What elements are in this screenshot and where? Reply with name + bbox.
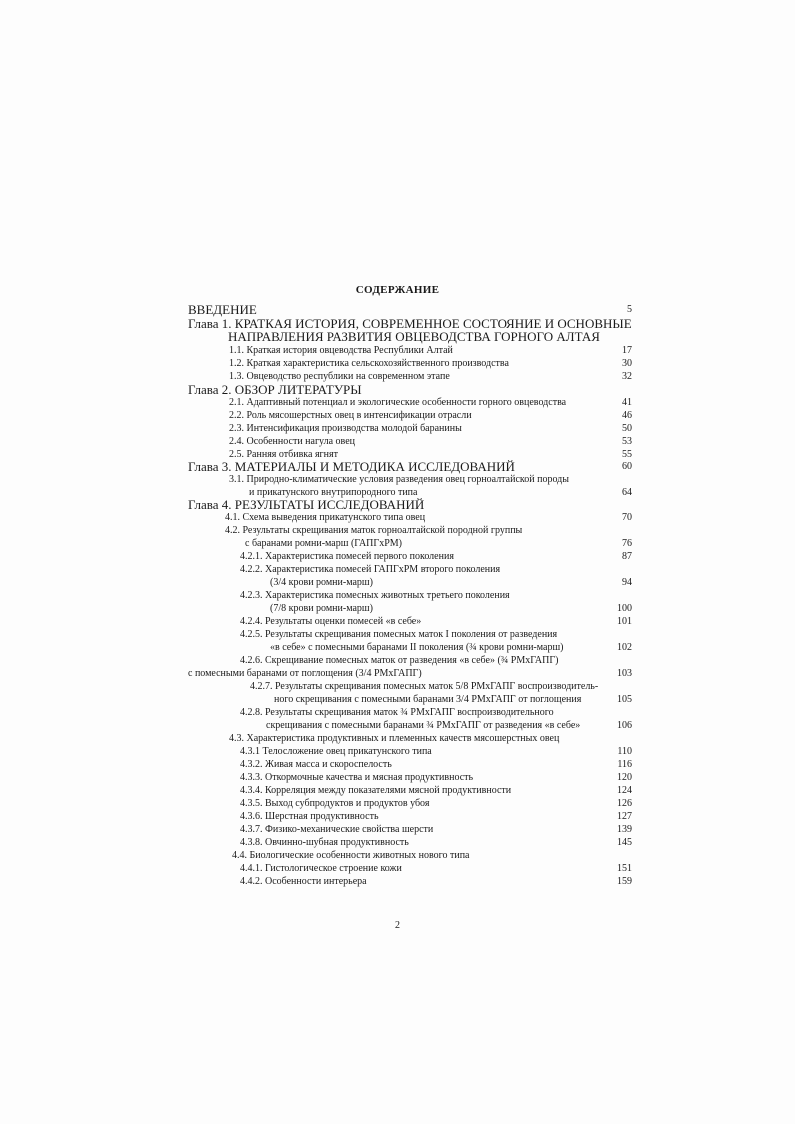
toc-page: 116 xyxy=(617,759,632,770)
toc-entry-chapter-2: Глава 2. ОБЗОР ЛИТЕРАТУРЫ xyxy=(188,382,362,397)
toc-page: 70 xyxy=(622,512,632,523)
toc-page: 64 xyxy=(622,487,632,498)
toc-entry-chapter-1-cont: НАПРАВЛЕНИЯ РАЗВИТИЯ ОВЦЕВОДСТВА ГОРНОГО АЛТАЯ xyxy=(228,329,600,344)
toc-entry: 2.4. Особенности нагула овец xyxy=(229,436,356,447)
toc-entry-chapter-1: Глава 1. КРАТКАЯ ИСТОРИЯ, СОВРЕМЕННОЕ СОСТОЯНИЕ И ОСНОВНЫЕ xyxy=(188,316,632,331)
toc-entry-cont: скрещивания с помесными баранами ¾ РМхГАПГ от разведения «в себе» xyxy=(266,720,581,731)
toc-entry: 1.2. Краткая характеристика сельскохозяйственного производства xyxy=(229,358,509,369)
toc-entry: 4.3.3. Откормочные качества и мясная продуктивность xyxy=(240,772,474,783)
toc-page: 76 xyxy=(622,538,632,549)
toc-entry: 2.3. Интенсификация производства молодой баранины xyxy=(229,423,462,434)
toc-entry: 4.2.3. Характеристика помесных животных третьего поколения xyxy=(240,590,510,601)
toc-entry: 1.1. Краткая история овцеводства Республики Алтай xyxy=(229,345,453,356)
toc-page: 127 xyxy=(617,811,632,822)
toc-entry: 4.3. Характеристика продуктивных и племенных качеств мясошерстных овец xyxy=(229,733,560,744)
toc-page: 103 xyxy=(617,668,632,679)
toc-page: 50 xyxy=(622,423,632,434)
toc-entry: 2.1. Адаптивный потенциал и экологические особенности горного овцеводства xyxy=(229,397,567,408)
toc-entry: 4.2.5. Результаты скрещивания помесных маток I поколения от разведения xyxy=(240,629,558,640)
toc-page: 5 xyxy=(627,304,632,315)
page-title: СОДЕРЖАНИЕ xyxy=(355,284,440,296)
toc-page: 100 xyxy=(617,603,632,614)
toc-entry: 4.3.4. Корреляция между показателями мясной продуктивности xyxy=(240,785,512,796)
toc-entry-cont: (7/8 крови ромни-марш) xyxy=(270,603,373,614)
toc-entry-cont: «в себе» с помесными баранами II поколения (¾ крови ромни-марш) xyxy=(270,642,564,653)
toc-page: 53 xyxy=(622,436,632,447)
toc-entry: 4.2.2. Характеристика помесей ГАПГхРМ второго поколения xyxy=(240,564,501,575)
toc-page: 87 xyxy=(622,551,632,562)
toc-page: 151 xyxy=(617,863,632,874)
toc-page: 32 xyxy=(622,371,632,382)
toc-entry: 4.2.6. Скрещивание помесных маток от разведения «в себе» (¾ РМхГАПГ) xyxy=(240,655,559,666)
toc-entry: 2.5. Ранняя отбивка ягнят xyxy=(229,449,338,460)
toc-entry-chapter-4: Глава 4. РЕЗУЛЬТАТЫ ИССЛЕДОВАНИЙ xyxy=(188,497,425,512)
toc-entry: 1.3. Овцеводство республики на современном этапе xyxy=(229,371,450,382)
toc-entry: 4.2.1. Характеристика помесей первого поколения xyxy=(240,551,454,562)
toc-entry-introduction: ВВЕДЕНИЕ xyxy=(188,302,257,317)
toc-entry: 4.3.2. Живая масса и скороспелость xyxy=(240,759,392,770)
toc-page: 126 xyxy=(617,798,632,809)
toc-entry: 4.4.1. Гистологическое строение кожи xyxy=(240,863,402,874)
toc-page: 124 xyxy=(617,785,632,796)
toc-page: 105 xyxy=(617,694,632,705)
toc-entry: 4.3.1 Телосложение овец прикатунского типа xyxy=(240,746,432,757)
toc-page: 60 xyxy=(622,461,632,472)
toc-entry: 4.3.5. Выход субпродуктов и продуктов убоя xyxy=(240,798,430,809)
toc-entry-cont: с баранами ромни-марш (ГАПГхРМ) xyxy=(245,538,402,549)
toc-entry-cont: с помесными баранами от поглощения (3/4 РМхГАПГ) xyxy=(188,668,422,679)
toc-entry: 4.3.6. Шерстная продуктивность xyxy=(240,811,379,822)
toc-entry: 4.1. Схема выведения прикатунского типа овец xyxy=(225,512,426,523)
page-number: 2 xyxy=(395,920,400,931)
toc-entry-chapter-3: Глава 3. МАТЕРИАЛЫ И МЕТОДИКА ИССЛЕДОВАНИЙ xyxy=(188,459,515,474)
toc-entry: 4.4. Биологические особенности животных нового типа xyxy=(232,850,470,861)
toc-page: 41 xyxy=(622,397,632,408)
toc-entry: 4.2. Результаты скрещивания маток горноалтайской породной группы xyxy=(225,525,523,536)
toc-page: 106 xyxy=(617,720,632,731)
toc-entry-cont: (3/4 крови ромни-марш) xyxy=(270,577,373,588)
toc-page: 110 xyxy=(617,746,632,757)
toc-page: 145 xyxy=(617,837,632,848)
toc-entry: 4.4.2. Особенности интерьера xyxy=(240,876,367,887)
toc-page: 30 xyxy=(622,358,632,369)
toc-entry: 3.1. Природно-климатические условия разведения овец горноалтайской породы xyxy=(229,474,569,485)
toc-page: 55 xyxy=(622,449,632,460)
toc-page: 102 xyxy=(617,642,632,653)
toc-entry-cont: ного скрещивания с помесными баранами 3/4 РМхГАПГ от поглощения xyxy=(274,694,582,705)
toc-entry: 4.3.8. Овчинно-шубная продуктивность xyxy=(240,837,409,848)
toc-page: 17 xyxy=(622,345,632,356)
toc-page: 120 xyxy=(617,772,632,783)
toc-entry: 4.3.7. Физико-механические свойства шерсти xyxy=(240,824,434,835)
toc-page: 159 xyxy=(617,876,632,887)
toc-page: 139 xyxy=(617,824,632,835)
toc-page: 101 xyxy=(617,616,632,627)
toc-page: 94 xyxy=(622,577,632,588)
toc-page: 46 xyxy=(622,410,632,421)
toc-entry-cont: и прикатунского внутрипородного типа xyxy=(249,487,418,498)
toc-entry: 2.2. Роль мясошерстных овец в интенсификации отрасли xyxy=(229,410,472,421)
toc-entry: 4.2.7. Результаты скрещивания помесных маток 5/8 РМхГАПГ воспроизводитель- xyxy=(250,681,599,692)
toc-entry: 4.2.8. Результаты скрещивания маток ¾ РМхГАПГ воспроизводительного xyxy=(240,707,554,718)
toc-entry: 4.2.4. Результаты оценки помесей «в себе» xyxy=(240,616,422,627)
